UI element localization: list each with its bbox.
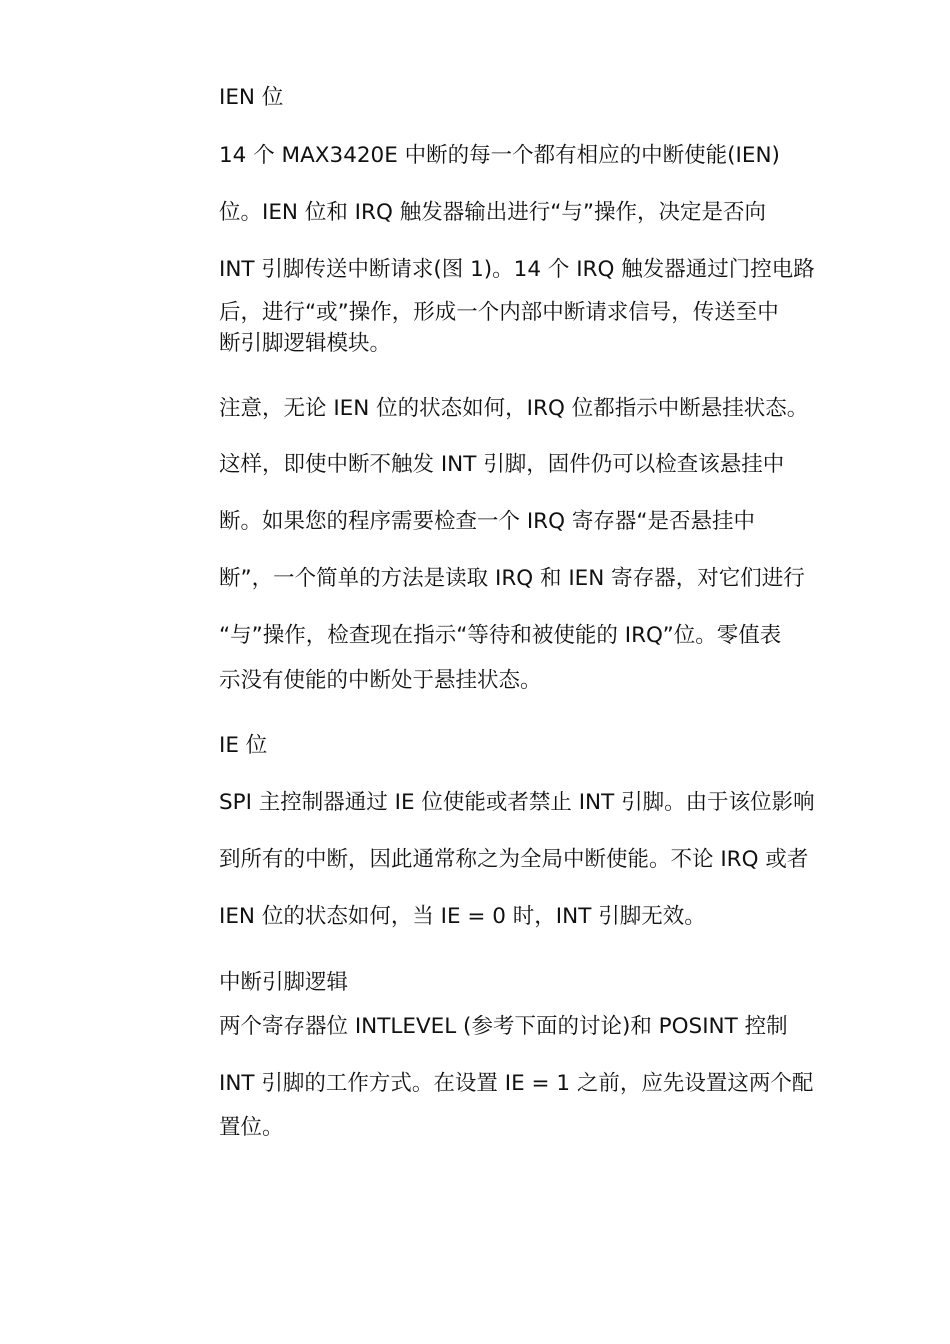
- text-line: INT 引脚传送中断请求(图 1)。14 个 IRQ 触发器通过门控电路: [219, 257, 815, 282]
- text-line: 后，进行“或”操作，形成一个内部中断请求信号，传送至中: [219, 300, 779, 325]
- heading-ie-bit: IE 位: [219, 733, 268, 758]
- text-line: 这样，即使中断不触发 INT 引脚，固件仍可以检查该悬挂中: [219, 452, 785, 477]
- text-line: IEN 位的状态如何，当 IE = 0 时，INT 引脚无效。: [219, 904, 706, 929]
- text-line: 断引脚逻辑模块。: [219, 331, 392, 356]
- text-line: 两个寄存器位 INTLEVEL (参考下面的讨论)和 POSINT 控制: [219, 1014, 788, 1039]
- text-line: 断。如果您的程序需要检查一个 IRQ 寄存器“是否悬挂中: [219, 509, 756, 534]
- text-line: 置位。: [219, 1115, 284, 1140]
- text-line: SPI 主控制器通过 IE 位使能或者禁止 INT 引脚。由于该位影响: [219, 790, 815, 815]
- text-line: “与”操作，检查现在指示“等待和被使能的 IRQ”位。零值表: [219, 623, 782, 648]
- text-line: INT 引脚的工作方式。在设置 IE = 1 之前，应先设置这两个配: [219, 1071, 814, 1096]
- text-line: 断”，一个简单的方法是读取 IRQ 和 IEN 寄存器，对它们进行: [219, 566, 805, 591]
- text-line: 位。IEN 位和 IRQ 触发器输出进行“与”操作，决定是否向: [219, 200, 766, 225]
- text-line: 示没有使能的中断处于悬挂状态。: [219, 668, 542, 693]
- text-line: 注意，无论 IEN 位的状态如何，IRQ 位都指示中断悬挂状态。: [219, 396, 809, 421]
- text-line: 14 个 MAX3420E 中断的每一个都有相应的中断使能(IEN): [219, 143, 780, 168]
- heading-interrupt-pin-logic: 中断引脚逻辑: [219, 970, 349, 995]
- heading-ien-bit: IEN 位: [219, 85, 284, 110]
- text-line: 到所有的中断，因此通常称之为全局中断使能。不论 IRQ 或者: [219, 847, 809, 872]
